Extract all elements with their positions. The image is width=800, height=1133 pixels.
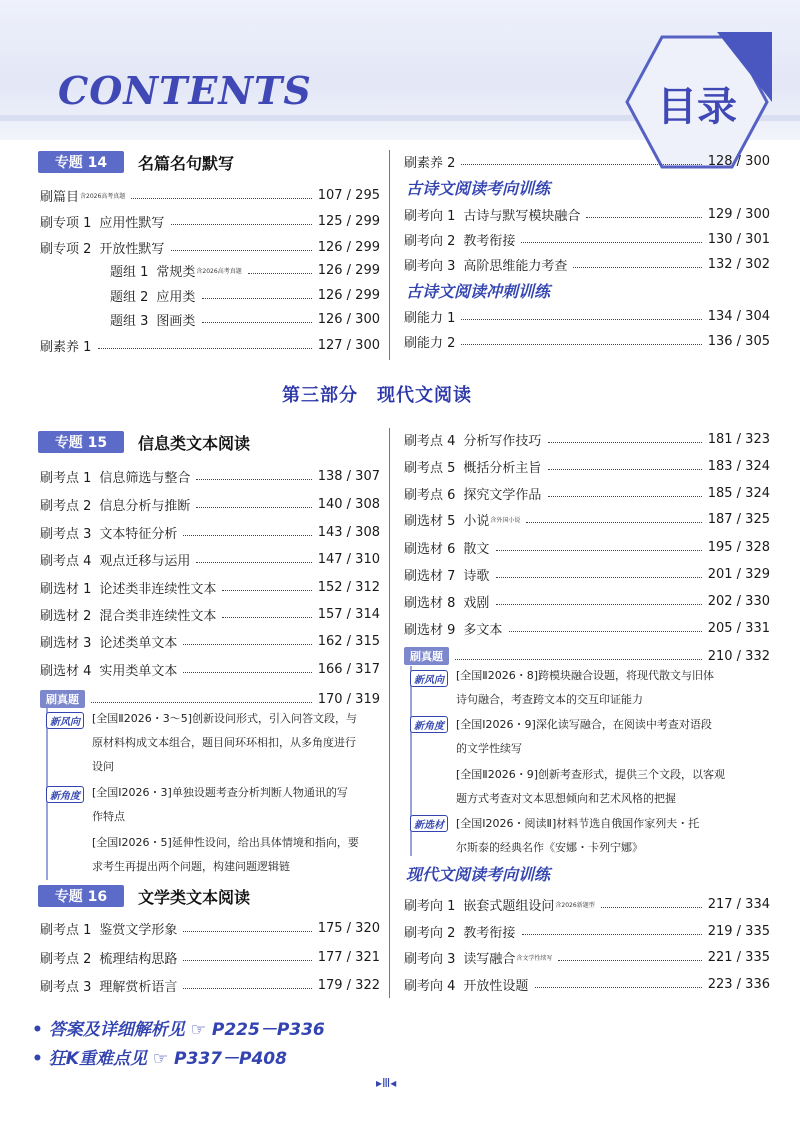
topic-14-header [38,150,234,174]
mulu-text: 目录 [657,84,737,130]
toc-row-title: 分析写作技巧 [463,433,542,449]
toc-row-page: 195 / 328 [707,539,770,555]
toc-row-page: 185 / 324 [707,485,770,501]
toc-row-title: 高阶思维能力考查 [463,258,568,274]
toc-row [40,548,380,570]
toc-row [40,521,380,543]
badge-xinjiaodu: 新角度 [410,716,448,733]
bullet-dot: • [32,1049,49,1069]
toc-row-page: 166 / 317 [317,661,380,677]
toc-row [404,893,770,915]
toc-row [40,493,380,515]
leader-dots [548,496,701,497]
leader-dots [131,198,311,199]
leader-dots [496,550,701,551]
toc-row-prefix: 刷考点 4 [404,433,456,449]
leader-dots [183,988,311,989]
toc-row-page: 147 / 310 [317,551,380,567]
toc-row-title: 鉴赏文学形象 [99,922,178,938]
toc-row-title: 诗歌 [463,568,490,584]
leader-dots [461,319,701,320]
toc-row-prefix: 刷选材 7 [404,568,456,584]
leader-dots [196,507,311,508]
toc-row-page: 140 / 308 [317,496,380,512]
toc-row-prefix: 刷选材 2 [40,608,92,624]
toc-row [40,236,380,258]
leader-dots [509,631,701,632]
topic-15-name: 信息类文本阅读 [138,433,251,453]
leader-dots [171,250,311,251]
toc-row-prefix: 刷考向 4 [404,978,456,994]
leader-dots [455,659,702,660]
toc-row [404,253,770,275]
toc-row [404,228,770,250]
note-line: [全国Ⅱ2026・9]创新考查形式，提供三个文段，以客观 [456,768,725,781]
toc-row-page: 127 / 300 [317,337,380,353]
leader-dots [558,960,701,961]
toc-row-page: 138 / 307 [317,468,380,484]
topic-15-header [38,430,250,454]
leader-dots [171,224,311,225]
toc-row-page: 126 / 299 [317,287,380,303]
toc-row [404,203,770,225]
note-line: 尔斯泰的经典名作《安娜・卡列宁娜》 [456,841,643,854]
topic-15-tag: 专题 15 [38,431,124,453]
toc-row-note: 含2026高考真题 [196,267,242,275]
badge-xinfengxiang: 新风向 [410,670,448,687]
note-line: [全国Ⅰ2026・阅读Ⅱ]材料节选自俄国作家列夫・托 [456,817,700,830]
toc-row [404,330,770,352]
toc-row-prefix: 刷考点 5 [404,460,456,476]
toc-row-prefix: 刷考向 1 [404,898,456,914]
topic-16-name: 文学类文本阅读 [138,887,251,907]
toc-row-title: 开放性设题 [463,978,529,994]
toc-row-prefix: 题组 2 [110,289,149,305]
leader-dots [202,322,311,323]
toc-row-prefix: 刷能力 1 [404,310,456,326]
toc-row-prefix: 刷选材 5 [404,513,456,529]
toc-row-page: 126 / 300 [317,311,380,327]
toc-row [404,455,770,477]
toc-row [404,305,770,327]
toc-row-title: 实用类单文本 [99,663,178,679]
note-line: 诗句融合，考查跨文本的交互印证能力 [456,693,643,706]
toc-row-title: 图画类 [156,313,196,329]
answer-ref [32,1015,325,1040]
toc-row-page: 221 / 335 [707,949,770,965]
toc-row [404,482,770,504]
toc-row [404,563,770,585]
toc-row-prefix: 刷考向 3 [404,258,456,274]
toc-row-prefix: 刷选材 9 [404,622,456,638]
badge-xinfengxiang: 新风向 [46,712,84,729]
toc-row-prefix: 刷考点 6 [404,487,456,503]
toc-row-title: 观点迁移与运用 [99,553,191,569]
toc-row-page: 181 / 323 [707,431,770,447]
toc-row [40,658,380,680]
leader-dots [496,604,701,605]
toc-row-prefix: 刷专项 2 [40,241,92,257]
toc-row-page: 126 / 299 [317,239,380,255]
toc-row-page: 130 / 301 [707,231,770,247]
toc-row-title: 文本特征分析 [99,526,178,542]
leader-dots [248,273,312,274]
toc-row-prefix: 刷考向 2 [404,233,456,249]
leader-dots [222,617,311,618]
toc-row-note: 含文学性续写 [516,954,553,962]
toc-row-prefix: 刷考向 2 [404,925,456,941]
zhenti-label: 刷真题 [404,647,449,665]
toc-row [404,508,770,530]
toc-row-title: 探究文学作品 [463,487,542,503]
toc-row-note: 含2026高考真题 [80,192,126,200]
toc-row-prefix: 刷考向 3 [404,951,456,967]
toc-row-title: 教考衔接 [463,233,516,249]
toc-row-title: 开放性默写 [99,241,165,257]
toc-row-page: 187 / 325 [707,511,770,527]
leader-dots [196,479,311,480]
note-line: 题方式考查对文本思想倾向和艺术风格的把握 [456,792,676,805]
toc-row [404,590,770,612]
leader-dots [526,522,701,523]
toc-row-title: 戏剧 [463,595,490,611]
toc-row-page: 219 / 335 [707,923,770,939]
toc-row-title: 论述类非连续性文本 [99,581,217,597]
toc-row [40,210,380,232]
toc-row [404,946,770,968]
toc-row-prefix: 刷专项 1 [40,215,92,231]
toc-row [40,259,380,281]
topic-16-tag: 专题 16 [38,885,124,907]
toc-row-prefix: 题组 1 [110,264,149,280]
toc-row-prefix: 刷选材 1 [40,581,92,597]
toc-row-prefix: 刷考点 1 [40,922,92,938]
toc-row-prefix: 刷素养 2 [404,155,456,171]
toc-row-page: 132 / 302 [707,256,770,272]
toc-row [404,150,770,172]
toc-row [404,617,770,639]
divider-bottom [389,428,390,998]
toc-row-prefix: 刷考点 1 [40,470,92,486]
note-line: [全国Ⅱ2026・8]跨模块融合设题，将现代散文与旧体 [456,669,714,682]
toc-row-title: 常规类 [156,264,196,280]
key-points-ref [32,1044,287,1069]
toc-row [40,946,380,968]
toc-row-prefix: 刷选材 4 [40,663,92,679]
toc-row [404,536,770,558]
topic-14-name: 名篇名句默写 [138,153,235,173]
page-number: ▸Ⅲ◂ [376,1076,397,1090]
key-points-ref-text: 狂K重难点见 ☞ P337－P408 [48,1049,287,1069]
toc-row-note: 含外国小说 [490,516,521,524]
section-xiandaiwen-kaoxiang: 现代文阅读考向训练 [406,865,551,884]
leader-dots [222,590,311,591]
toc-row-title: 嵌套式题组设问 [463,898,555,914]
leader-dots [202,298,311,299]
toc-row-page: 177 / 321 [317,949,380,965]
toc-row-title: 概括分析主旨 [463,460,542,476]
note-line: 求考生再提出两个问题，构建问题逻辑链 [92,860,290,873]
toc-row [404,428,770,450]
toc-row [40,917,380,939]
leader-dots [183,960,311,961]
leader-dots [461,344,701,345]
toc-row-page: 175 / 320 [317,920,380,936]
part-title: 第三部分 现代文阅读 [282,385,472,406]
toc-row [40,465,380,487]
section-gushiwen-chongci: 古诗文阅读冲刺训练 [406,282,551,301]
toc-row-page: 157 / 314 [317,606,380,622]
toc-row-prefix: 刷考点 2 [40,498,92,514]
toc-row-page: 162 / 315 [317,633,380,649]
note-line: 的文学性续写 [456,742,522,755]
toc-row-title: 小说 [463,513,490,529]
toc-row-title: 理解赏析语言 [99,979,178,995]
toc-row-prefix: 刷考点 3 [40,979,92,995]
toc-row-title: 信息筛选与整合 [99,470,191,486]
toc-row-title: 混合类非连续性文本 [99,608,217,624]
toc-row-title: 信息分析与推断 [99,498,191,514]
toc-row-page: 128 / 300 [707,153,770,169]
toc-row-page: 125 / 299 [317,213,380,229]
leader-dots [183,672,311,673]
toc-row-prefix: 刷考点 2 [40,951,92,967]
toc-row-prefix: 刷选材 8 [404,595,456,611]
note-line: [全国Ⅰ2026・3]单独设题考查分析判断人物通讯的写 [92,786,348,799]
toc-row-title: 读写融合 [463,951,516,967]
toc-row [40,974,380,996]
leader-dots [548,469,701,470]
toc-row [404,973,770,995]
divider-top [389,150,390,360]
toc-row-page: 205 / 331 [707,620,770,636]
leader-dots [183,644,311,645]
note-line: 原材料构成文本组合，题目间环环相扣，从多角度进行 [92,736,356,749]
leader-dots [535,987,701,988]
toc-row-title: 散文 [463,541,490,557]
toc-row-page: 201 / 329 [707,566,770,582]
toc-row-page: 183 / 324 [707,458,770,474]
leader-dots [183,535,311,536]
toc-row-prefix: 刷素养 1 [40,339,92,355]
toc-row-page: 129 / 300 [707,206,770,222]
toc-row-page: 152 / 312 [317,579,380,595]
toc-row-page: 143 / 308 [317,524,380,540]
toc-row-title: 梳理结构思路 [99,951,178,967]
leader-dots [496,577,701,578]
toc-row-prefix: 刷考点 4 [40,553,92,569]
leader-dots [521,242,701,243]
bullet-dot: • [32,1020,49,1040]
toc-row-page: 136 / 305 [707,333,770,349]
toc-row-prefix: 刷考点 3 [40,526,92,542]
toc-row-page: 107 / 295 [317,187,380,203]
toc-row-page: 210 / 332 [707,648,770,664]
toc-row-title: 论述类单文本 [99,635,178,651]
toc-row-title: 教考衔接 [463,925,516,941]
toc-row [40,308,380,330]
toc-row [40,576,380,598]
leader-dots [91,702,312,703]
zhenti-label: 刷真题 [40,690,85,708]
note-line: 作特点 [92,810,125,823]
toc-row-title: 多文本 [463,622,503,638]
toc-row-page: 179 / 322 [317,977,380,993]
answer-ref-text: 答案及详细解析见 ☞ P225－P336 [48,1020,325,1040]
toc-row-title: 古诗与默写模块融合 [463,208,581,224]
toc-row [40,334,380,356]
note-line: [全国Ⅰ2026・9]深化读写融合，在阅读中考查对语段 [456,718,712,731]
toc-row [40,603,380,625]
badge-xinxuancai: 新选材 [410,815,448,832]
leader-dots [98,348,311,349]
leader-dots [548,442,701,443]
toc-row-prefix: 刷篇目 [40,189,80,205]
toc-row [40,630,380,652]
toc-row-page: 170 / 319 [317,691,380,707]
leader-dots [461,164,701,165]
toc-row-page: 126 / 299 [317,262,380,278]
contents-title: CONTENTS [58,68,312,113]
badge-xinjiaodu: 新角度 [46,786,84,803]
leader-dots [586,217,701,218]
toc-row-title: 应用类 [156,289,196,305]
toc-row-prefix: 刷考向 1 [404,208,456,224]
topic-14-tag: 专题 14 [38,151,124,173]
toc-row [40,284,380,306]
toc-row-prefix: 刷选材 3 [40,635,92,651]
leader-dots [196,562,311,563]
toc-row-prefix: 刷选材 6 [404,541,456,557]
toc-row-note: 含2026新题型 [555,901,595,909]
toc-row [40,184,380,206]
leader-dots [183,931,311,932]
leader-dots [522,934,701,935]
toc-row [404,920,770,942]
toc-row-title: 应用性默写 [99,215,165,231]
toc-row-page: 134 / 304 [707,308,770,324]
leader-dots [601,907,702,908]
toc-row-page: 202 / 330 [707,593,770,609]
topic-16-header [38,884,250,908]
leader-dots [573,267,701,268]
note-line: [全国Ⅱ2026・3～5]创新设问形式，引入问答文段，与 [92,712,357,725]
toc-row-prefix: 刷能力 2 [404,335,456,351]
note-line: 设问 [92,760,114,773]
toc-row-page: 217 / 334 [707,896,770,912]
toc-row-page: 223 / 336 [707,976,770,992]
section-gushiwen-kaoxiang: 古诗文阅读考向训练 [406,179,551,198]
toc-row-prefix: 题组 3 [110,313,149,329]
note-line: [全国Ⅰ2026・5]延伸性设问，给出具体情境和指向，要 [92,836,359,849]
